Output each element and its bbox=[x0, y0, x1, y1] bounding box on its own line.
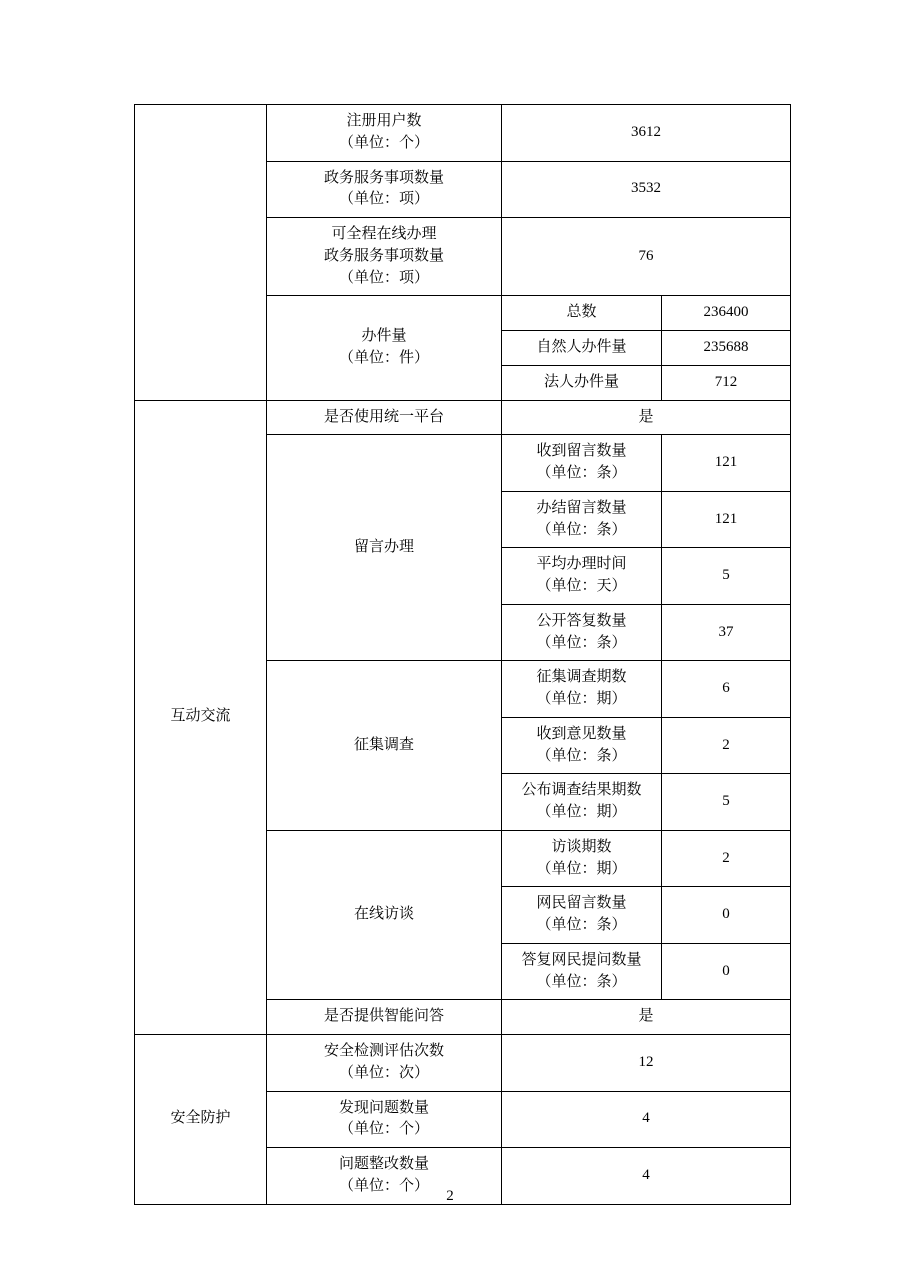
category-security: 安全防护 bbox=[135, 1035, 267, 1205]
label-line: 收到意见数量 bbox=[536, 725, 627, 742]
unit-line: （单位：期） bbox=[536, 860, 627, 877]
label-unified-platform: 是否使用统一平台 bbox=[267, 400, 502, 435]
value-case-natural-person: 235688 bbox=[662, 331, 791, 366]
label-line: 办结留言数量 bbox=[536, 499, 627, 516]
unit-line: （单位：条） bbox=[536, 465, 627, 481]
value-issues-rectified: 4 bbox=[502, 1148, 791, 1205]
value-messages-received: 121 bbox=[662, 435, 791, 492]
unit-line: （单位：条） bbox=[536, 521, 627, 538]
value-average-handling-time: 5 bbox=[662, 548, 791, 605]
sublabel-case-total: 总数 bbox=[502, 296, 662, 331]
unit-line: （单位：天） bbox=[536, 578, 627, 594]
label-line: 答复网民提问数量 bbox=[521, 951, 642, 968]
unit-line: （单位：条） bbox=[536, 747, 627, 764]
value-messages-completed: 121 bbox=[662, 491, 791, 548]
unit-line: （单位：期） bbox=[536, 804, 627, 820]
value-issues-found: 4 bbox=[502, 1091, 791, 1148]
label-line: 安全检测评估次数 bbox=[323, 1043, 444, 1059]
sublabel-case-natural-person: 自然人办件量 bbox=[502, 331, 662, 366]
category-cell-empty-top bbox=[135, 105, 267, 401]
sublabel-survey-periods bbox=[502, 661, 662, 718]
unit-line: （单位：项） bbox=[338, 191, 429, 208]
label-line: 公开答复数量 bbox=[536, 612, 627, 629]
sublabel-netizen-replies bbox=[502, 943, 662, 1000]
value-netizen-messages: 0 bbox=[662, 887, 791, 944]
sublabel-average-handling-time bbox=[502, 548, 662, 605]
value-fully-online-items: 76 bbox=[502, 218, 791, 296]
label-online-interview: 在线访谈 bbox=[267, 830, 502, 1000]
label-line: 政务服务事项数量 bbox=[323, 169, 444, 186]
sublabel-public-replies bbox=[502, 604, 662, 661]
category-interaction: 互动交流 bbox=[135, 400, 267, 1035]
unit-line: （单位：条） bbox=[536, 634, 627, 651]
value-smart-qa: 是 bbox=[502, 1000, 791, 1035]
label-line: 公布调查结果期数 bbox=[521, 782, 642, 799]
report-table-container bbox=[134, 104, 790, 1205]
table-row bbox=[135, 1035, 791, 1092]
sublabel-opinions-received bbox=[502, 717, 662, 774]
label-line: 征集调查期数 bbox=[536, 669, 627, 686]
label-line: 网民留言数量 bbox=[536, 895, 627, 912]
label-fully-online-items bbox=[267, 218, 502, 296]
label-registered-users bbox=[267, 105, 502, 162]
sublabel-interview-periods bbox=[502, 830, 662, 887]
table-row bbox=[135, 105, 791, 162]
label-line: 问题整改数量 bbox=[338, 1156, 429, 1172]
value-security-assessments: 12 bbox=[502, 1035, 791, 1092]
unit-line: （单位：条） bbox=[536, 973, 627, 990]
table-row bbox=[135, 400, 791, 435]
label-line: 发现问题数量 bbox=[338, 1099, 429, 1116]
label-case-volume bbox=[267, 296, 502, 400]
value-public-replies: 37 bbox=[662, 604, 791, 661]
sublabel-messages-completed bbox=[502, 491, 662, 548]
label-line: 办件量 bbox=[361, 328, 407, 345]
value-unified-platform: 是 bbox=[502, 400, 791, 435]
label-message-handling: 留言办理 bbox=[267, 435, 502, 661]
unit-line: （单位：次） bbox=[338, 1064, 429, 1081]
value-survey-results-published: 5 bbox=[662, 774, 791, 831]
label-line: 可全程在线办理 bbox=[331, 226, 437, 242]
unit-line: （单位：个） bbox=[338, 1177, 429, 1194]
value-registered-users: 3612 bbox=[502, 105, 791, 162]
sublabel-netizen-messages bbox=[502, 887, 662, 944]
value-opinions-received: 2 bbox=[662, 717, 791, 774]
label-line: 注册用户数 bbox=[346, 113, 422, 129]
unit-line: （单位：件） bbox=[338, 349, 429, 366]
unit-line: （单位：个） bbox=[338, 1121, 429, 1138]
unit-line: （单位：条） bbox=[536, 917, 627, 933]
label-line: 政务服务事项数量 bbox=[323, 247, 444, 264]
label-line: 访谈期数 bbox=[551, 838, 612, 855]
value-survey-periods: 6 bbox=[662, 661, 791, 718]
sublabel-survey-results-published bbox=[502, 774, 662, 831]
value-case-legal-person: 712 bbox=[662, 365, 791, 400]
sublabel-case-legal-person: 法人办件量 bbox=[502, 365, 662, 400]
label-issues-found bbox=[267, 1091, 502, 1148]
sublabel-messages-received bbox=[502, 435, 662, 492]
unit-line: （单位：期） bbox=[536, 691, 627, 707]
label-gov-service-items bbox=[267, 161, 502, 218]
label-survey-collection: 征集调查 bbox=[267, 661, 502, 831]
value-case-total: 236400 bbox=[662, 296, 791, 331]
value-gov-service-items: 3532 bbox=[502, 161, 791, 218]
label-line: 收到留言数量 bbox=[536, 443, 627, 460]
value-interview-periods: 2 bbox=[662, 830, 791, 887]
government-website-statistics-table bbox=[134, 104, 791, 1205]
value-netizen-replies: 0 bbox=[662, 943, 791, 1000]
label-smart-qa: 是否提供智能问答 bbox=[267, 1000, 502, 1035]
label-security-assessments bbox=[267, 1035, 502, 1092]
label-line: 平均办理时间 bbox=[536, 556, 627, 573]
unit-line: （单位：项） bbox=[338, 269, 429, 286]
page-number: 2 bbox=[446, 1188, 454, 1204]
unit-line: （单位：个） bbox=[338, 134, 429, 151]
